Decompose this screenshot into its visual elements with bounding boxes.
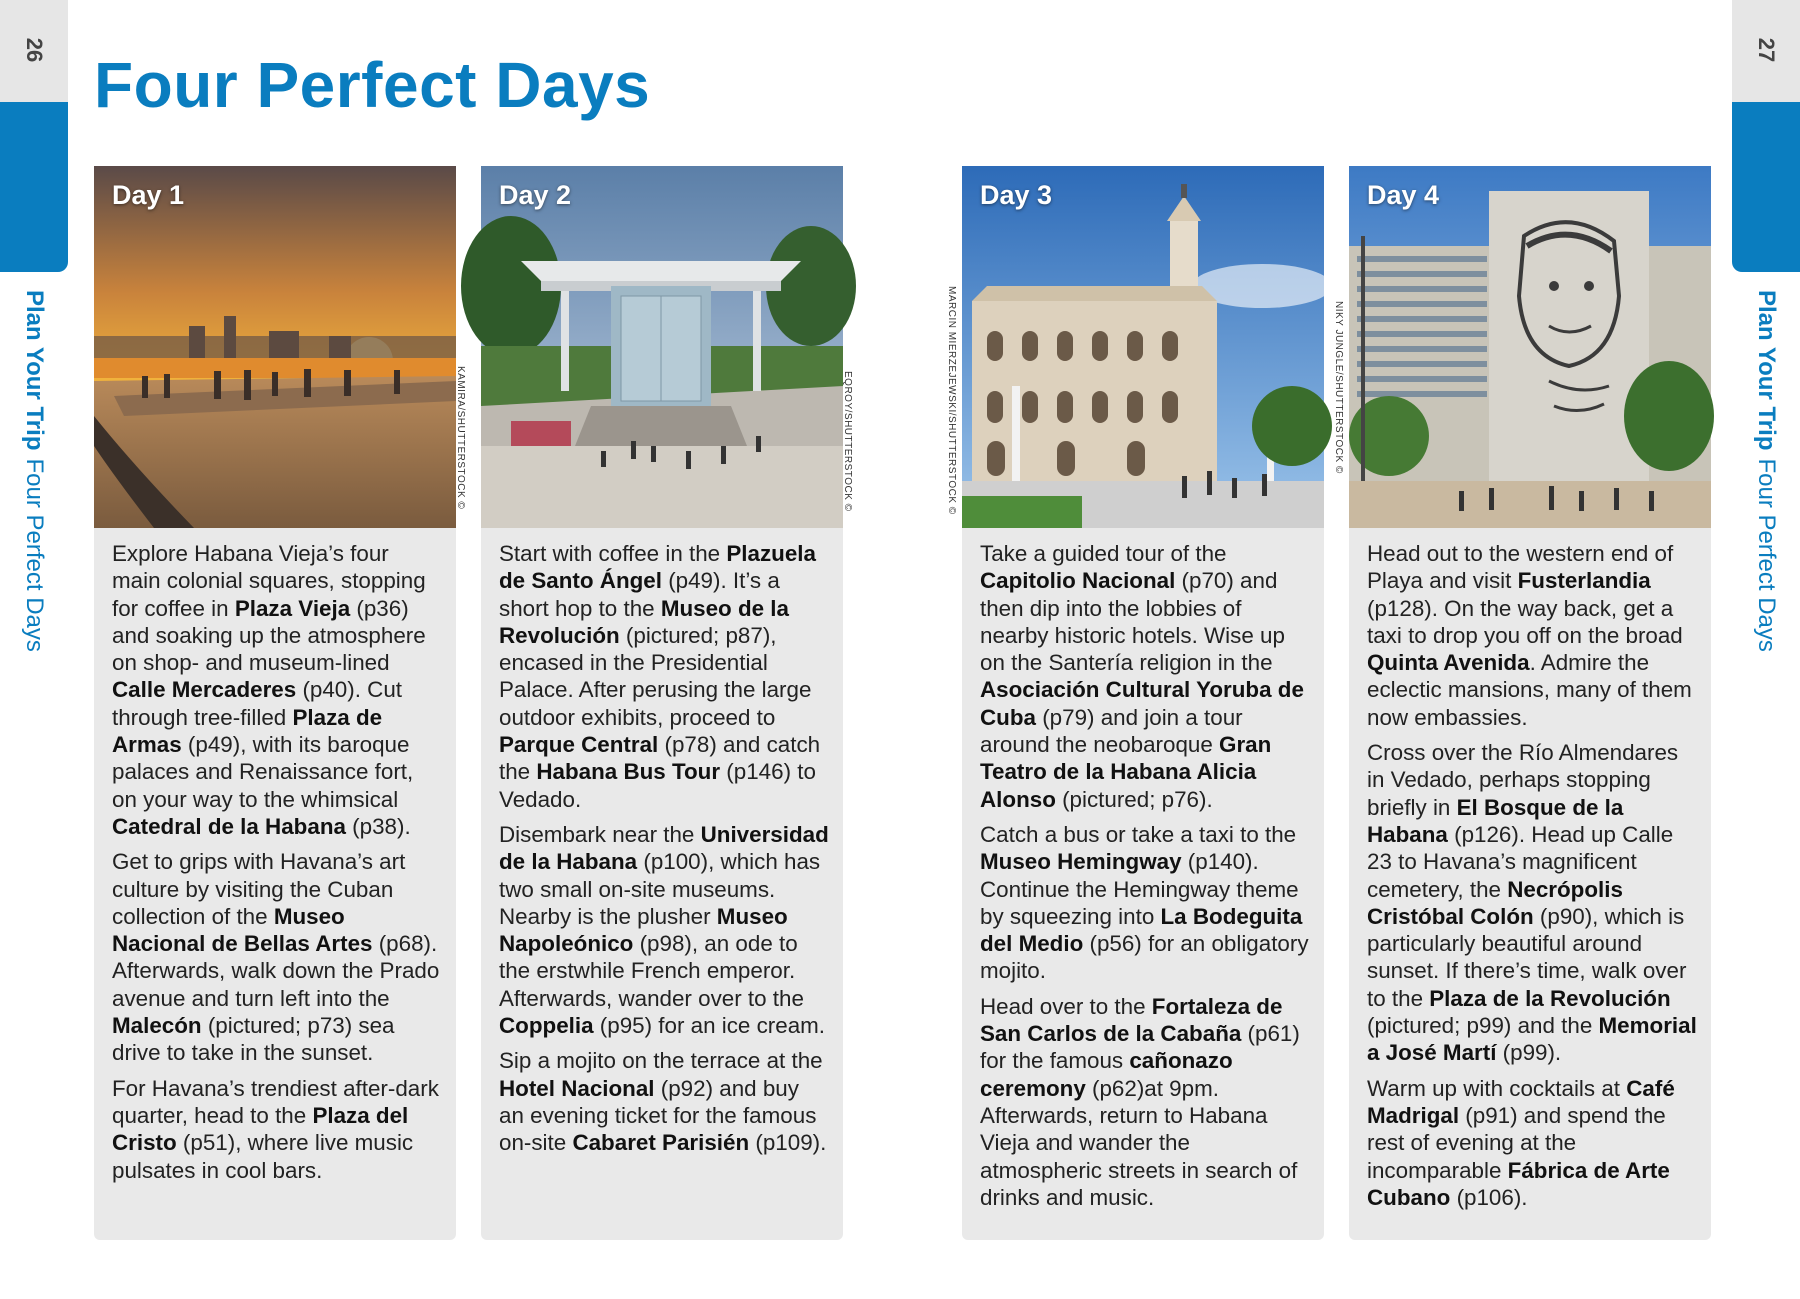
text-run: (p90), which is particularly beautiful around sunset. If there’s time, walk over to the bbox=[1367, 903, 1687, 1011]
text-run: (p100), which has two small on-site museums. Nearby is the plusher bbox=[499, 849, 821, 929]
paragraph bbox=[112, 848, 442, 1066]
text-run: (p38). bbox=[345, 813, 411, 839]
place-name: Universidad de la Habana bbox=[499, 821, 829, 875]
paragraph bbox=[1367, 1075, 1697, 1211]
text-run: (p98), an ode to the erstwhile French emperor. Afterwards, wander over to the bbox=[499, 931, 804, 1011]
museo-revolucion-image bbox=[481, 166, 843, 528]
day-label: Day 4 bbox=[1367, 180, 1440, 210]
day-1-text bbox=[94, 528, 456, 1184]
text-run: (p70) and then dip into the lobbies of nearby historic hotels. Wise up on the Santería religion in the bbox=[980, 568, 1285, 676]
text-run: Take a guided tour of the bbox=[980, 541, 1227, 566]
place-name: Memorial a José Martí bbox=[1367, 1013, 1697, 1066]
day-card-4 bbox=[1333, 166, 1711, 1240]
place-name: Plaza Vieja bbox=[234, 595, 351, 621]
place-name: Fortaleza de San Carlos de la Cabaña bbox=[980, 993, 1283, 1047]
running-head-chapter: Four Perfect Days bbox=[21, 458, 48, 652]
page-number-box bbox=[1732, 0, 1800, 102]
text-run: (p146) to Vedado. bbox=[499, 759, 816, 812]
place-name: Plaza del Cristo bbox=[112, 1102, 409, 1156]
paragraph bbox=[980, 540, 1310, 813]
place-name: Quinta Avenida bbox=[1367, 650, 1530, 676]
text-run: For Havana’s trendiest after-dark quarter, head to the bbox=[112, 1075, 439, 1128]
place-name: Coppelia bbox=[499, 1013, 594, 1039]
malecon-sunset-image bbox=[94, 166, 456, 528]
text-run: (p36) and soaking up the atmosphere on shop- and museum-lined bbox=[112, 595, 426, 676]
right-page-number: 27 bbox=[1754, 37, 1779, 63]
place-name: Fábrica de Arte Cubano bbox=[1367, 1157, 1670, 1210]
text-run: (pictured; p99) and the bbox=[1367, 1013, 1599, 1039]
place-name: Plazuela de Santo Ángel bbox=[499, 541, 816, 594]
text-run: (p40). Cut through tree-filled bbox=[112, 677, 402, 730]
day-3-text bbox=[962, 528, 1324, 1211]
day-4-text bbox=[1349, 528, 1711, 1211]
place-name: cañonazo ceremony bbox=[980, 1048, 1233, 1101]
day-card-2 bbox=[481, 166, 853, 1240]
text-run: (p128). On the way back, get a taxi to drop you off on the broad bbox=[1367, 595, 1683, 648]
photo-credit: EQROY/SHUTTERSTOCK © bbox=[842, 371, 853, 512]
paragraph bbox=[499, 1047, 829, 1156]
place-name: Museo Nacional de Bellas Artes bbox=[112, 903, 373, 957]
place-name: Plaza de la Revolución bbox=[1429, 985, 1671, 1011]
text-run: (p99). bbox=[1496, 1040, 1562, 1066]
text-run: (p126). Head up Calle 23 to Havana’s magnificent cemetery, the bbox=[1367, 821, 1674, 902]
text-run: Head over to the bbox=[980, 993, 1152, 1019]
running-head-section: Plan Your Trip bbox=[21, 290, 48, 451]
text-run: (p49). It’s a short hop to the bbox=[499, 568, 780, 621]
paragraph bbox=[499, 821, 829, 1039]
text-run: Start with coffee in the bbox=[499, 541, 727, 566]
day-label: Day 3 bbox=[980, 180, 1053, 210]
place-name: Parque Central bbox=[499, 732, 659, 758]
text-run: (p51), where live music pulsates in cool bars. bbox=[112, 1130, 414, 1183]
section-tab-marker bbox=[0, 102, 68, 272]
day-1-photo bbox=[94, 166, 466, 528]
day-2-text bbox=[481, 528, 843, 1157]
paragraph bbox=[980, 821, 1310, 985]
paragraph bbox=[112, 1075, 442, 1184]
text-run: Catch a bus or take a taxi to the bbox=[980, 821, 1297, 847]
day-card-3 bbox=[946, 166, 1324, 1240]
day-2-photo bbox=[481, 166, 853, 528]
right-side-tab bbox=[1732, 0, 1800, 1299]
text-run: Explore Habana Vieja’s four main colonial squares, stopping for coffee in bbox=[112, 541, 426, 621]
place-name: Calle Mercaderes bbox=[112, 677, 297, 703]
day-3-photo bbox=[946, 166, 1324, 528]
text-run: (p140). Continue the Hemingway theme by squeezing into bbox=[980, 849, 1299, 929]
paragraph bbox=[1367, 540, 1697, 731]
running-head-right bbox=[1752, 290, 1780, 652]
text-run: (p109). bbox=[749, 1130, 827, 1156]
photo-credit: MARCIN MIERZEJEWSKI/SHUTTERSTOCK © bbox=[946, 286, 957, 515]
photo-credit: KAMIRA/SHUTTERSTOCK © bbox=[455, 366, 466, 510]
text-run: Get to grips with Havana’s art culture by visiting the Cuban collection of the bbox=[112, 849, 406, 929]
left-page-number: 26 bbox=[22, 37, 47, 63]
gran-teatro-image bbox=[962, 166, 1324, 528]
place-name: Fusterlandia bbox=[1517, 568, 1651, 594]
place-name: Museo Hemingway bbox=[980, 849, 1182, 875]
place-name: Habana Bus Tour bbox=[536, 759, 721, 785]
text-run: (p68). Afterwards, walk down the Prado avenue and turn left into the bbox=[112, 931, 440, 1011]
running-head-chapter: Four Perfect Days bbox=[1753, 458, 1780, 652]
text-run: (p49), with its baroque palaces and Renaissance fort, on your way to the whimsical bbox=[112, 732, 414, 812]
text-run: (pictured; p73) sea drive to take in the sunset. bbox=[112, 1013, 395, 1066]
text-run: (p92) and buy an evening ticket for the famous on-site bbox=[499, 1075, 817, 1156]
photo-credit: NIKY JUNGLE/SHUTTERSTOCK © bbox=[1333, 301, 1344, 474]
place-name: Malecón bbox=[112, 1013, 202, 1039]
running-head-section: Plan Your Trip bbox=[1753, 290, 1780, 451]
place-name: Gran Teatro de la Habana Alicia Alonso bbox=[980, 732, 1272, 812]
section-tab-marker bbox=[1732, 102, 1800, 272]
day-label: Day 2 bbox=[499, 180, 572, 210]
text-run: (pictured; p76). bbox=[1055, 786, 1213, 812]
place-name: Cabaret Parisién bbox=[572, 1130, 750, 1156]
plaza-revolucion-image bbox=[1349, 166, 1711, 528]
text-run: (p78) and catch the bbox=[499, 732, 821, 785]
paragraph bbox=[1367, 739, 1697, 1067]
text-run: (p79) and join a tour around the neobaroque bbox=[980, 704, 1243, 758]
text-run: Sip a mojito on the terrace at the bbox=[499, 1048, 823, 1074]
place-name: Museo de la Revolución bbox=[499, 595, 789, 648]
text-run: . Admire the eclectic mansions, many of them now embassies. bbox=[1367, 650, 1692, 730]
text-run: Head out to the western end of Playa and visit bbox=[1367, 541, 1674, 594]
place-name: Museo Napoleónico bbox=[499, 903, 788, 957]
day-card-1 bbox=[94, 166, 466, 1240]
text-run: (p56) for an obligatory mojito. bbox=[980, 931, 1309, 984]
text-run: (p106). bbox=[1450, 1184, 1528, 1210]
place-name: Asociación Cultural Yoruba de Cuba bbox=[980, 677, 1304, 730]
page-number-box bbox=[0, 0, 68, 102]
paragraph bbox=[980, 993, 1310, 1211]
day-4-photo bbox=[1333, 166, 1711, 528]
place-name: La Bodeguita del Medio bbox=[980, 903, 1303, 957]
text-run: (p91) and spend the rest of evening at the incomparable bbox=[1367, 1102, 1666, 1183]
text-run: Cross over the Río Almendares in Vedado, perhaps stopping briefly in bbox=[1367, 740, 1679, 820]
place-name: Necrópolis Cristóbal Colón bbox=[1367, 876, 1623, 929]
running-head-left bbox=[20, 290, 48, 652]
text-run: (p61) for the famous bbox=[980, 1021, 1300, 1074]
place-name: Café Madrigal bbox=[1367, 1075, 1675, 1128]
text-run: Warm up with cocktails at bbox=[1367, 1075, 1627, 1101]
left-side-tab bbox=[0, 0, 68, 1299]
place-name: El Bosque de la Habana bbox=[1367, 794, 1624, 847]
place-name: Capitolio Nacional bbox=[980, 568, 1176, 594]
place-name: Plaza de Armas bbox=[112, 704, 383, 758]
paragraph bbox=[112, 540, 442, 840]
place-name: Catedral de la Habana bbox=[112, 813, 346, 839]
text-run: (pictured; p87), encased in the Presidential Palace. After perusing the large outdoor exhibits, proceed to bbox=[499, 622, 812, 730]
paragraph bbox=[499, 540, 829, 813]
text-run: (p62)at 9pm. Afterwards, return to Habana Vieja and wander the atmospheric streets in search of drinks and music. bbox=[980, 1075, 1298, 1210]
text-run: (p95) for an ice cream. bbox=[593, 1013, 826, 1039]
text-run: Disembark near the bbox=[499, 821, 701, 847]
place-name: Hotel Nacional bbox=[499, 1075, 655, 1101]
day-label: Day 1 bbox=[112, 180, 185, 210]
page-title: Four Perfect Days bbox=[94, 49, 651, 121]
